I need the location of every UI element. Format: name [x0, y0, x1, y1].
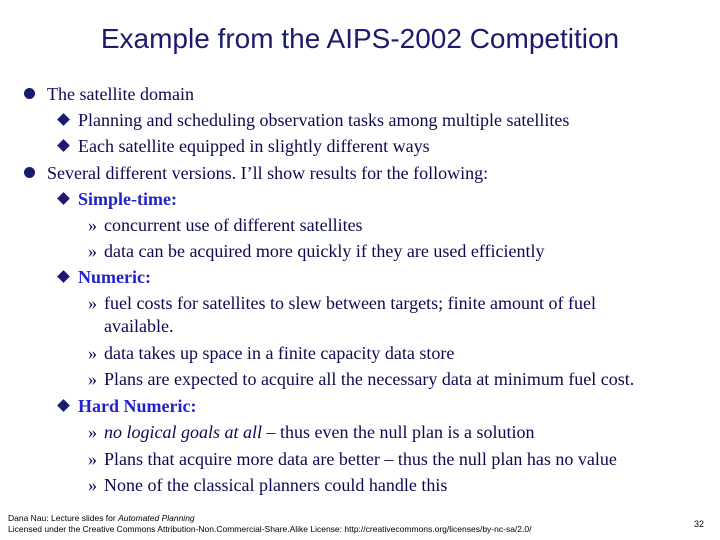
bullet-versions: Several different versions. I’ll show results for the following:	[47, 163, 489, 183]
no-goals-rest: – thus even the null plan is a solution	[262, 422, 535, 442]
bullet-numeric: Numeric:	[78, 267, 151, 287]
double-angle-bullet-icon: »	[88, 293, 97, 313]
double-angle-bullet-icon: »	[88, 215, 97, 235]
bullet-fuel-line1: fuel costs for satellites to slew between targets; finite amount of fuel	[104, 293, 597, 313]
bullet-hard-numeric: Hard Numeric:	[78, 396, 197, 416]
footer-line1	[8, 513, 531, 524]
bullet-none-classical: None of the classical planners could handle this	[104, 475, 448, 495]
diamond-bullet-icon	[57, 270, 70, 283]
bullet-data-space: data takes up space in a finite capacity data store	[104, 343, 455, 363]
bullet-fuel-line2: available.	[104, 316, 174, 336]
bullet-plans-acquire: Plans that acquire more data are better – thus the null plan has no value	[104, 449, 617, 469]
double-angle-bullet-icon: »	[88, 475, 97, 495]
page-number: 32	[694, 519, 705, 529]
double-angle-bullet-icon: »	[88, 422, 97, 442]
footer-credits	[8, 513, 531, 535]
footer-line2: Licensed under the Creative Commons Attribution-Non.Commercial-Share.Alike License: http://creativecommons.org/licenses/by-nc-sa/2.0/	[8, 524, 532, 534]
double-angle-bullet-icon: »	[88, 241, 97, 261]
circle-bullet-icon	[24, 167, 35, 178]
diamond-bullet-icon	[57, 399, 70, 412]
footer-line1-italic: Automated Planning	[118, 513, 195, 523]
no-goals-italic: no logical goals at all	[104, 422, 263, 442]
diamond-bullet-icon	[57, 113, 70, 126]
bullet-simple-time: Simple-time:	[78, 189, 177, 209]
double-angle-bullet-icon: »	[88, 449, 97, 469]
circle-bullet-icon	[24, 88, 35, 99]
slide-title: Example from the AIPS-2002 Competition	[100, 23, 620, 54]
bullet-concurrent: concurrent use of different satellites	[104, 215, 363, 235]
bullet-planning-scheduling: Planning and scheduling observation tasks among multiple satellites	[78, 110, 570, 130]
diamond-bullet-icon	[57, 139, 70, 152]
bullet-acquired: data can be acquired more quickly if they are used efficiently	[104, 241, 545, 261]
bullet-no-goals	[104, 419, 535, 445]
footer-line1-prefix: Dana Nau: Lecture slides for	[8, 513, 119, 523]
bullet-satellite-domain: The satellite domain	[47, 84, 194, 104]
double-angle-bullet-icon: »	[88, 369, 97, 389]
diamond-bullet-icon	[57, 192, 70, 205]
bullet-plans-expected: Plans are expected to acquire all the necessary data at minimum fuel cost.	[104, 369, 635, 389]
double-angle-bullet-icon: »	[88, 343, 97, 363]
bullet-equipped: Each satellite equipped in slightly different ways	[78, 136, 430, 156]
